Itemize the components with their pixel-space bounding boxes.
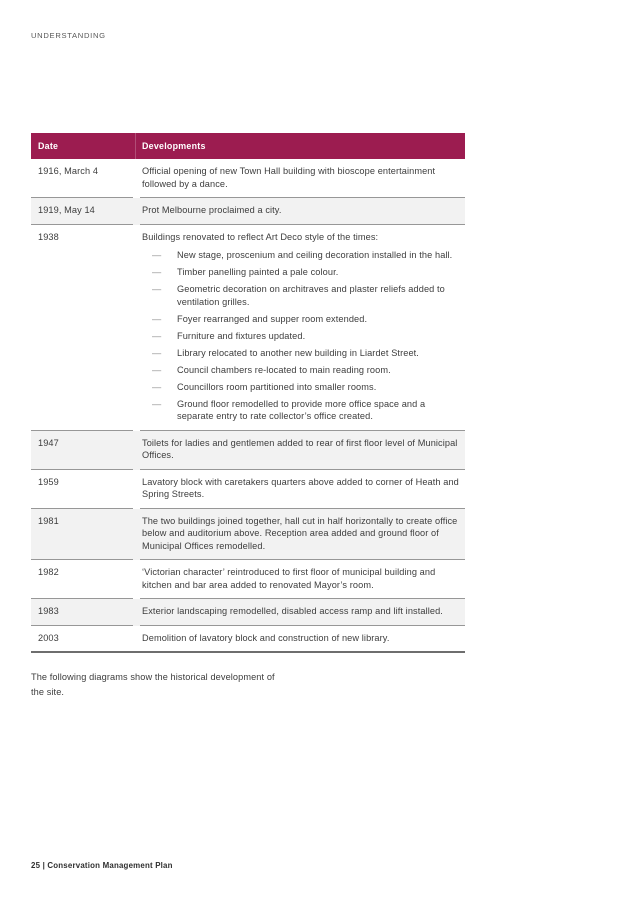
table-row [31,509,465,561]
bullet-text: Geometric decoration on architraves and plaster reliefs added to ventilation grilles. [177,284,445,307]
developments-cell [140,159,465,198]
dash-bullet-icon: — [152,313,162,324]
developments-cell [140,431,465,470]
table-row [31,626,465,652]
closing-paragraph [31,670,465,699]
date-cell: 1959 [31,470,133,509]
developments-cell [140,599,465,626]
bullet-text: Furniture and fixtures updated. [177,330,306,341]
date-cell: 1947 [31,431,133,470]
closing-line: The following diagrams show the historical development of [31,672,275,682]
column-header-developments: Developments [142,140,206,151]
bullet-text: Foyer rearranged and supper room extended. [177,313,368,324]
bullet-item [142,283,461,308]
dash-bullet-icon: — [152,364,162,375]
bullet-item [142,266,461,279]
bullet-text: New stage, proscenium and ceiling decoration installed in the hall. [177,250,453,260]
content-area [31,133,465,699]
bullet-text: Council chambers re-located to main reading room. [177,364,391,375]
bullet-item [142,313,461,326]
dash-bullet-icon: — [152,284,162,294]
developments-table [31,133,465,653]
column-header-date: Date [38,140,59,151]
table-row [31,599,465,626]
developments-cell [140,626,465,652]
developments-cell [140,509,465,561]
date-cell: 1983 [31,599,133,626]
dash-bullet-icon: — [152,381,162,392]
bullet-text: Timber panelling painted a pale colour. [177,267,339,277]
developments-cell [140,560,465,599]
dash-bullet-icon: — [152,267,162,277]
dash-bullet-icon: — [152,347,162,358]
table-row [31,431,465,470]
bullet-text: Ground floor remodelled to provide more office space and a separate entry to rate collector’s office created. [177,398,426,421]
development-text: Exterior landscaping remodelled, disabled access ramp and lift installed. [142,606,443,616]
table-row [31,470,465,509]
closing-line: the site. [31,686,65,697]
development-text: Toilets for ladies and gentlemen added to rear of first floor level of Municipal Offices. [142,437,458,460]
table-row [31,159,465,198]
table-header-row [31,133,465,159]
date-cell: 1938 [31,225,133,431]
dash-bullet-icon: — [152,398,162,409]
date-cell: 1916, March 4 [31,159,133,198]
date-cell: 1981 [31,509,133,561]
bullet-text: Library relocated to another new building in Liardet Street. [177,347,419,358]
developments-cell [140,225,465,431]
development-text: Lavatory block with caretakers quarters above added to corner of Heath and Spring Streets. [142,476,459,499]
developments-cell [140,198,465,225]
bullet-item [142,330,461,343]
date-cell: 1982 [31,560,133,599]
development-text: Buildings renovated to reflect Art Deco style of the times: [142,231,379,242]
table-body [31,159,465,651]
dash-bullet-icon: — [152,330,162,341]
bullet-item [142,249,461,262]
page-header-kicker: UNDERSTANDING [31,31,106,40]
table-row [31,198,465,225]
development-text: Demolition of lavatory block and construction of new library. [142,632,390,643]
development-text: The two buildings joined together, hall cut in half horizontally to create office below and auditorium above. Reception area added and ground floor of Municipal Offices remodelled. [142,515,458,551]
development-text: Official opening of new Town Hall building with bioscope entertainment followed by a dance. [142,166,436,189]
bullet-item [142,347,461,360]
dash-bullet-icon: — [152,250,162,260]
bullet-item [142,381,461,394]
date-cell: 1919, May 14 [31,198,133,225]
table-row [31,225,465,431]
page-footer: 25 | Conservation Management Plan [31,861,173,870]
development-text: Prot Melbourne proclaimed a city. [142,205,282,215]
bullet-item [142,364,461,377]
development-text: ‘Victorian character’ reintroduced to first floor of municipal building and kitchen and bar area added to renovated Mayor’s room. [142,567,436,590]
bullet-text: Councillors room partitioned into smaller rooms. [177,381,377,392]
development-bullet-list [142,249,461,423]
bullet-item [142,398,461,423]
table-row [31,560,465,599]
date-cell: 2003 [38,632,59,643]
developments-cell [140,470,465,509]
